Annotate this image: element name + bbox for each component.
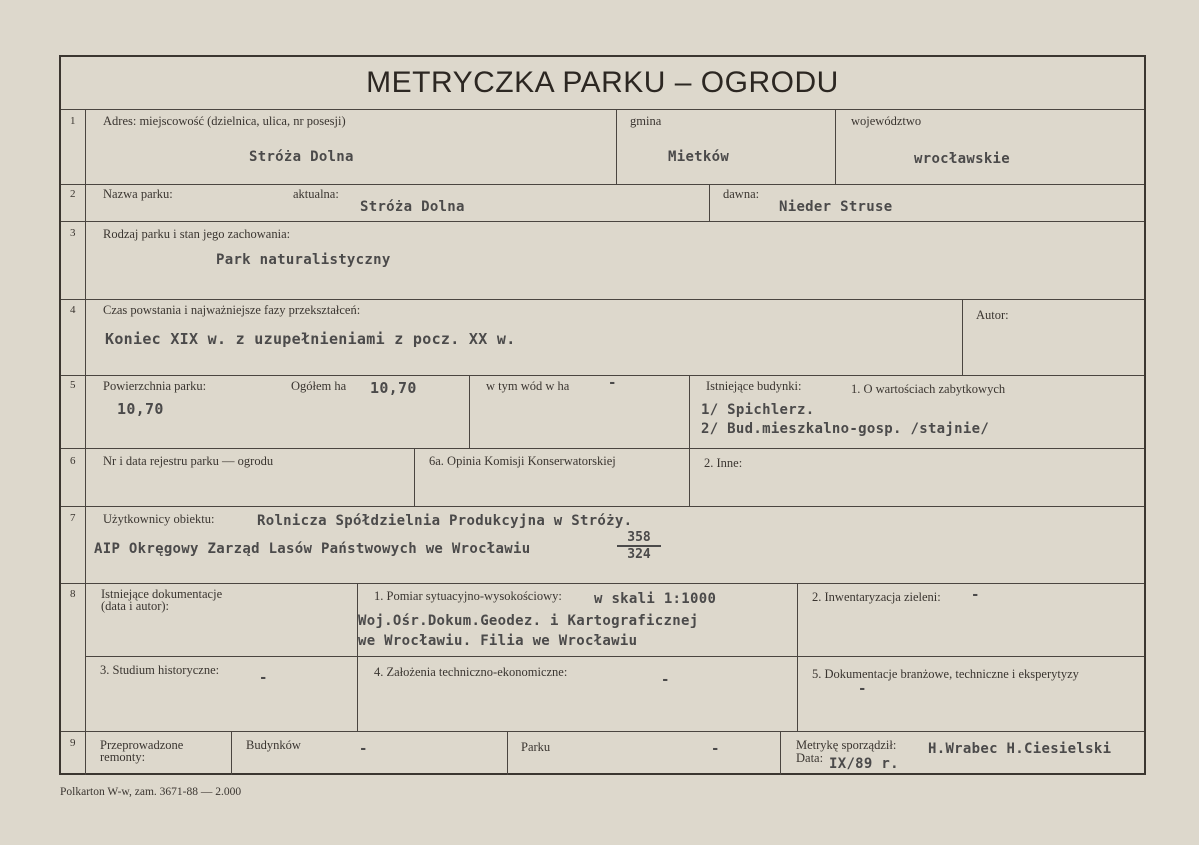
former-name-value: Nieder Struse [779,199,893,215]
date-label: Data: [796,751,824,765]
branch-docs-value: - [858,681,867,697]
total-area-label: Ogółem ha [291,379,347,393]
row-number: 1 [70,115,76,127]
survey-label: 1. Pomiar sytuacyjno-wysokościowy: [374,589,562,603]
divider [689,375,690,448]
inventory-value: - [971,587,980,603]
divider [85,656,1144,657]
fraction-denominator: 324 [627,547,651,562]
row-number: 9 [70,737,76,749]
park-name-label: Nazwa parku: [103,187,173,201]
survey-detail: we Wrocławiu. Filia we Wrocławiu [358,633,638,649]
study-label: 3. Studium historyczne: [100,663,220,677]
form-frame [59,55,1146,775]
prepared-by-value: H.Wrabec H.Ciesielski [928,741,1112,757]
monument-buildings-label: 1. O wartościach zabytkowych [851,382,1006,396]
divider [616,109,617,184]
printer-imprint: Polkarton W-w, zam. 3671-88 — 2.000 [60,786,242,798]
user-entry: Rolnicza Spółdzielnia Produkcyjna w Stróży. [257,513,633,529]
date-value: IX/89 r. [829,756,899,772]
fraction-numerator: 358 [617,531,661,547]
divider [507,731,508,775]
building-item: 2/ Bud.mieszkalno-gosp. /stajnie/ [701,421,990,437]
divider [962,299,963,375]
buildings-label: Istniejące budynki: [706,379,802,393]
row-number: 7 [70,512,76,524]
park-type-value: Park naturalistyczny [216,252,391,268]
opinion-label: 6a. Opinia Komisji Konserwatorskiej [429,454,616,468]
divider [469,375,470,448]
water-area-value: - [608,375,617,391]
divider [61,184,1144,185]
author-label: Autor: [976,308,1009,322]
prepared-by-label: Metrykę sporządził: [796,738,897,752]
row-number: 4 [70,304,76,316]
gmina-value: Mietków [668,149,730,165]
divider [61,109,1144,110]
gmina-label: gmina [630,114,662,128]
row-number: 6 [70,455,76,467]
divider [61,583,1144,584]
divider [414,448,415,506]
current-name-label: aktualna: [293,187,339,201]
row-number: 8 [70,588,76,600]
assumptions-label: 4. Założenia techniczno-ekonomiczne: [374,665,568,679]
row-number: 2 [70,188,76,200]
docs-label: Istniejące dokumentacje [101,587,223,601]
divider [61,448,1144,449]
total-area-value: 10,70 [370,379,417,397]
park-type-label: Rodzaj parku i stan jego zachowania: [103,227,291,241]
creation-time-label: Czas powstania i najważniejsze fazy przekształceń: [103,303,361,317]
divider [85,109,86,775]
register-label: Nr i data rejestru parku — ogrodu [103,454,274,468]
form-title: METRYCZKA PARKU – OGRODU [366,66,839,99]
other-label: 2. Inne: [704,456,743,470]
divider [61,375,1144,376]
divider [780,731,781,775]
repairs-label-sub: remonty: [100,750,146,764]
row-number: 3 [70,227,76,239]
divider [61,731,1144,732]
repairs-buildings-value: - [359,741,368,757]
voivodeship-value: wrocławskie [914,151,1011,167]
address-label: Adres: miejscowość (dzielnica, ulica, nr posesji) [103,114,346,128]
divider [231,731,232,775]
building-item: 1/ Spichlerz. [701,402,815,418]
former-name-label: dawna: [723,187,760,201]
area-label: Powierzchnia parku: [103,379,207,393]
user-fraction [617,531,661,563]
divider [61,299,1144,300]
row-number: 5 [70,379,76,391]
divider [61,506,1144,507]
branch-docs-label: 5. Dokumentacje branżowe, techniczne i eksperytyzy [812,667,1079,681]
creation-time-value: Koniec XIX w. z uzupełnieniami z pocz. XX w. [105,330,516,348]
study-value: - [259,670,268,686]
voivodeship-label: województwo [851,114,922,128]
repairs-buildings-label: Budynków [246,738,301,752]
repairs-park-value: - [711,741,720,757]
assumptions-value: - [661,672,670,688]
docs-label-sub: (data i autor): [101,599,170,613]
current-name-value: Stróża Dolna [360,199,465,215]
inventory-label: 2. Inwentaryzacja zieleni: [812,590,941,604]
survey-value: w skali 1:1000 [594,591,717,607]
repairs-park-label: Parku [521,740,551,754]
divider [709,184,710,221]
divider [61,221,1144,222]
water-area-label: w tym wód w ha [486,379,570,393]
divider [357,583,358,731]
area-value: 10,70 [117,400,164,418]
survey-detail: Woj.Ośr.Dokum.Geodez. i Kartograficznej [358,613,699,629]
user-entry: AIP Okręgowy Zarząd Lasów Państwowych we Wrocławiu [94,541,531,557]
repairs-label: Przeprowadzone [100,738,184,752]
divider [835,109,836,184]
address-value: Stróża Dolna [249,149,354,165]
users-label: Użytkownicy obiektu: [103,512,215,526]
divider [689,448,690,506]
divider [797,583,798,731]
